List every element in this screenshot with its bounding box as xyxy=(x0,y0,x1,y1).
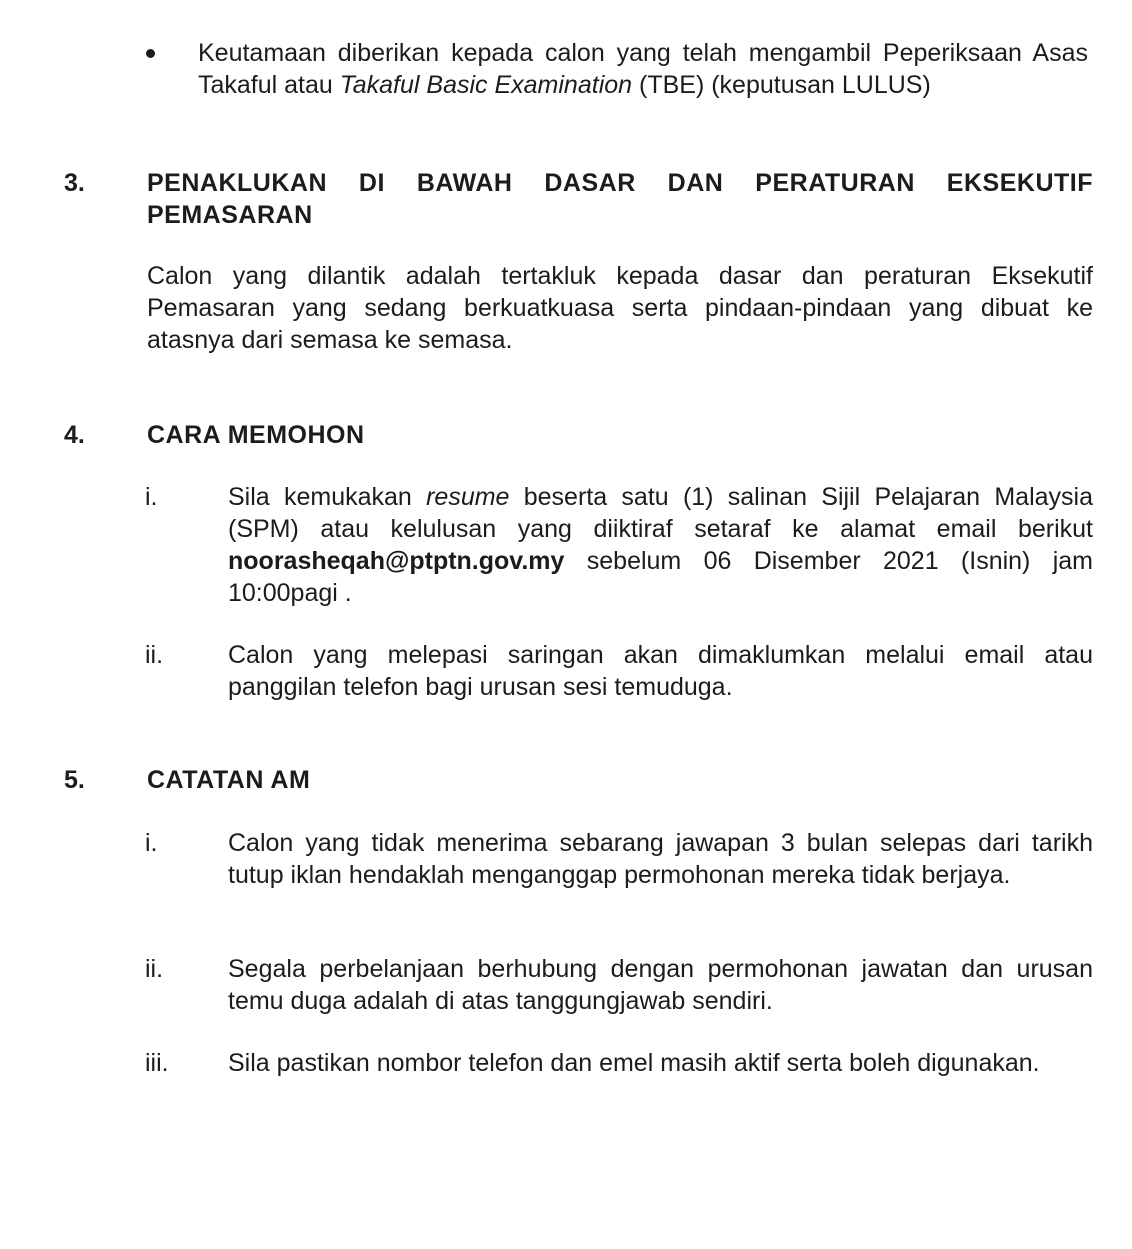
section-5-item-1-number: i. xyxy=(145,829,158,857)
section-4-number: 4. xyxy=(64,421,85,449)
section-5-item-3-text: Sila pastikan nombor telefon dan emel masih aktif serta boleh digunakan. xyxy=(228,1049,1040,1077)
section-5-number: 5. xyxy=(64,766,85,794)
bullet-text-prefix: Keutamaan diberikan kepada calon yang telah mengambil Peperiksaan Asas Takaful atau xyxy=(198,39,1088,99)
item-text-part: sebelum 06 Disember 2021 (Isnin) jam 10:00pagi . xyxy=(228,547,1093,607)
bullet-text xyxy=(198,37,1088,101)
section-4-item-1-text xyxy=(228,481,1093,609)
bullet-text-italic: Takaful Basic Examination xyxy=(339,71,633,99)
resume-italic-text: resume xyxy=(426,483,510,511)
section-4-title: CARA MEMOHON xyxy=(147,421,365,449)
section-4-item-2-text: Calon yang melepasi saringan akan dimaklumkan melalui email atau panggilan telefon bagi urusan sesi temuduga. xyxy=(228,641,1093,701)
section-4-item-2-number: ii. xyxy=(145,641,164,669)
section-3-title: PENAKLUKAN DI BAWAH DASAR DAN PERATURAN EKSEKUTIF PEMASARAN xyxy=(147,169,1093,229)
section-4-item-1-number: i. xyxy=(145,483,158,511)
section-3-paragraph: Calon yang dilantik adalah tertakluk kepada dasar dan peraturan Eksekutif Pemasaran yang sedang berkuatkuasa serta pindaan-pindaan yang dibuat ke atasnya dari semasa ke semasa. xyxy=(147,262,1093,354)
email-address: noorasheqah@ptptn.gov.my xyxy=(228,547,565,575)
section-5-item-3-number: iii. xyxy=(145,1049,169,1077)
section-3-number: 3. xyxy=(64,169,85,197)
section-5-item-2-text: Segala perbelanjaan berhubung dengan permohonan jawatan dan urusan temu duga adalah di atas tanggungjawab sendiri. xyxy=(228,955,1093,1015)
item-text-part: Sila kemukakan xyxy=(228,483,427,511)
bullet-dot-icon xyxy=(146,49,155,58)
bullet-text-suffix: (TBE) (keputusan LULUS) xyxy=(632,71,931,99)
section-5-item-1-text: Calon yang tidak menerima sebarang jawapan 3 bulan selepas dari tarikh tutup iklan hendaklah menganggap permohonan mereka tidak berjaya. xyxy=(228,829,1093,889)
section-5-title: CATATAN AM xyxy=(147,766,311,794)
item-text-part: beserta satu (1) salinan Sijil Pelajaran Malaysia (SPM) atau kelulusan yang diiktiraf setaraf ke alamat email berikut xyxy=(228,483,1093,543)
section-5-item-2-number: ii. xyxy=(145,955,164,983)
